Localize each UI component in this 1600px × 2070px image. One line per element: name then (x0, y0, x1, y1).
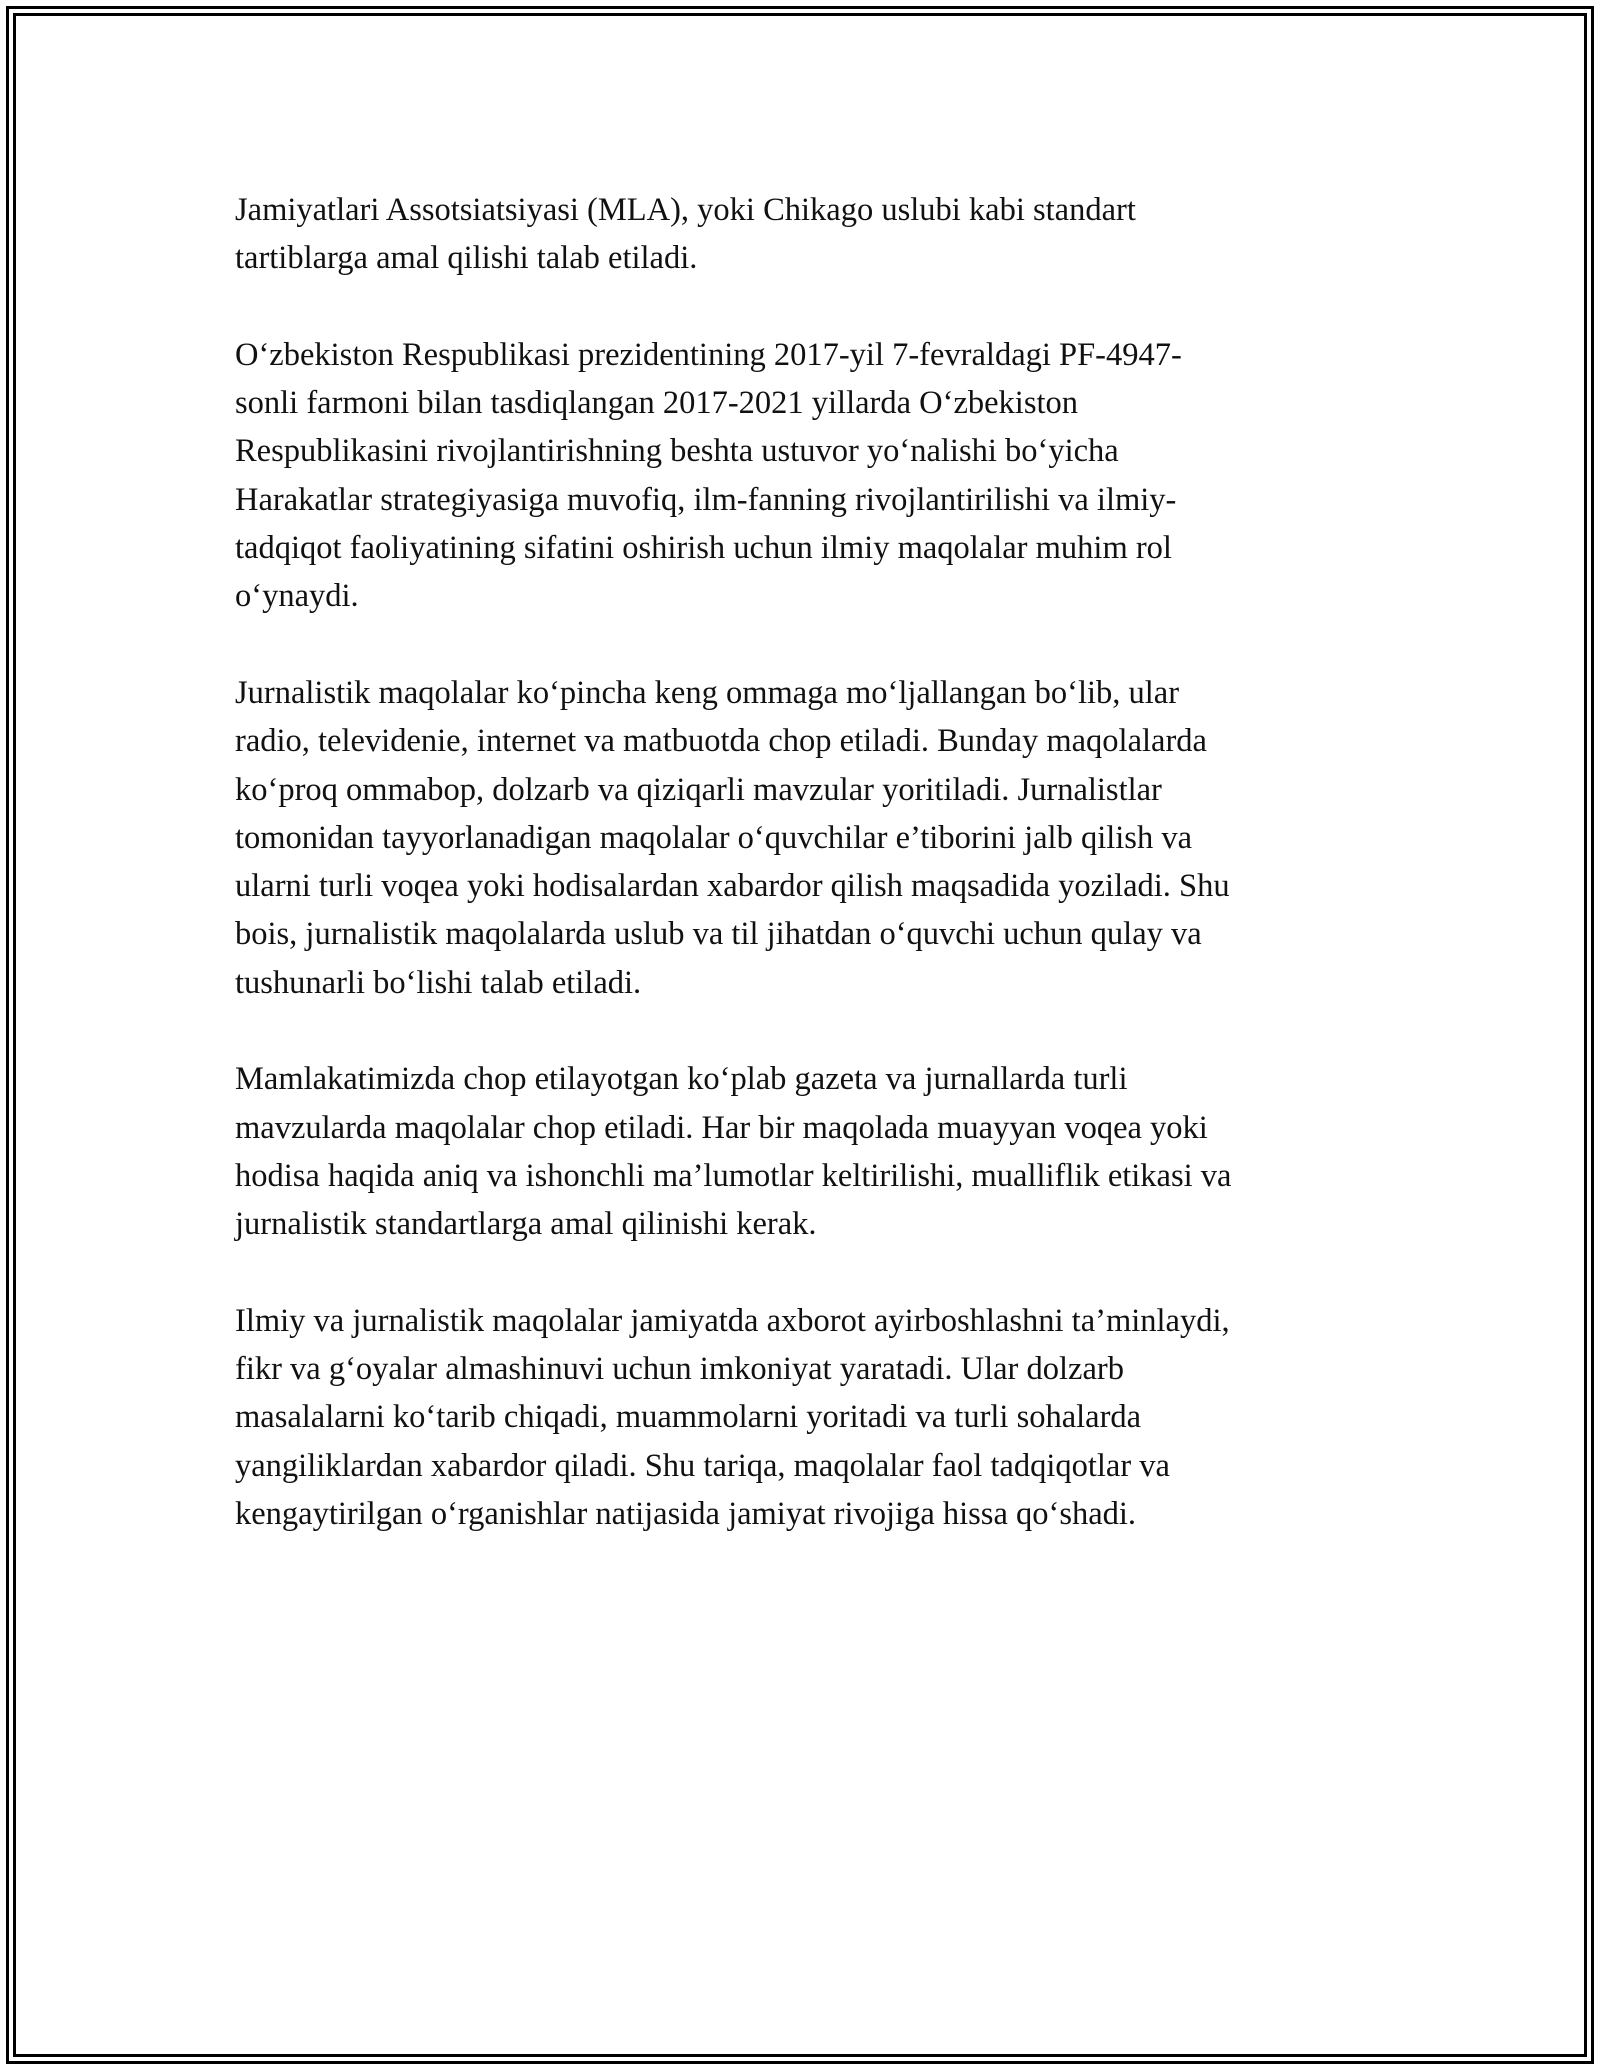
text-line: hodisa haqida aniq va ishonchli ma’lumotlar keltirilishi, mualliflik etikasi va (235, 1157, 1232, 1194)
text-line: o‘ynaydi. (235, 578, 359, 615)
text-line: tadqiqot faoliyatining sifatini oshirish uchun ilmiy maqolalar muhim rol (235, 530, 1172, 567)
text-line: jurnalistik standartlarga amal qilinishi kerak. (235, 1206, 817, 1243)
paragraph-5 (235, 1297, 1365, 1538)
text-line: sonli farmoni bilan tasdiqlangan 2017-2021 yillarda O‘zbekiston (235, 385, 1079, 422)
text-line: Ilmiy va jurnalistik maqolalar jamiyatda axborot ayirboshlashni ta’minlaydi, (235, 1302, 1230, 1339)
text-line: masalalarni ko‘tarib chiqadi, muammolarni yoritadi va turli sohalarda (235, 1399, 1142, 1436)
document-body (235, 186, 1365, 1587)
paragraph-4 (235, 1055, 1365, 1248)
text-line: fikr va g‘oyalar almashinuvi uchun imkoniyat yaratadi. Ular dolzarb (235, 1351, 1124, 1388)
text-line: Respublikasini rivojlantirishning beshta ustuvor yo‘nalishi bo‘yicha (235, 433, 1119, 470)
text-line: radio, televidenie, internet va matbuotda chop etiladi. Bunday maqolalarda (235, 723, 1207, 760)
text-line: tomonidan tayyorlanadigan maqolalar o‘quvchilar e’tiborini jalb qilish va (235, 819, 1192, 856)
text-line: kengaytirilgan o‘rganishlar natijasida jamiyat rivojiga hissa qo‘shadi. (235, 1496, 1137, 1533)
paragraph-2 (235, 331, 1365, 621)
text-line: O‘zbekiston Respublikasi prezidentining 2017-yil 7-fevraldagi PF-4947- (235, 336, 1182, 373)
text-line: Mamlakatimizda chop etilayotgan ko‘plab gazeta va jurnallarda turli (235, 1061, 1128, 1098)
text-line: tartiblarga amal qilishi talab etiladi. (235, 240, 698, 277)
text-line: ularni turli voqea yoki hodisalardan xabardor qilish maqsadida yoziladi. Shu (235, 868, 1230, 905)
text-line: bois, jurnalistik maqolalarda uslub va til jihatdan o‘quvchi uchun qulay va (235, 916, 1202, 953)
text-line: Harakatlar strategiyasiga muvofiq, ilm-fanning rivojlantirilishi va ilmiy- (235, 481, 1177, 518)
text-line: Jurnalistik maqolalar ko‘pincha keng ommaga mo‘ljallangan bo‘lib, ular (235, 674, 1180, 711)
text-line: yangiliklardan xabardor qiladi. Shu tariqa, maqolalar faol tadqiqotlar va (235, 1447, 1170, 1484)
text-line: tushunarli bo‘lishi talab etiladi. (235, 964, 642, 1001)
text-line: ko‘proq ommabop, dolzarb va qiziqarli mavzular yoritiladi. Jurnalistlar (235, 771, 1162, 808)
text-line: mavzularda maqolalar chop etiladi. Har bir maqolada muayyan voqea yoki (235, 1109, 1208, 1146)
paragraph-1 (235, 186, 1365, 283)
text-line: Jamiyatlari Assotsiatsiyasi (MLA), yoki Chikago uslubi kabi standart (235, 192, 1136, 228)
paragraph-3 (235, 669, 1365, 1007)
